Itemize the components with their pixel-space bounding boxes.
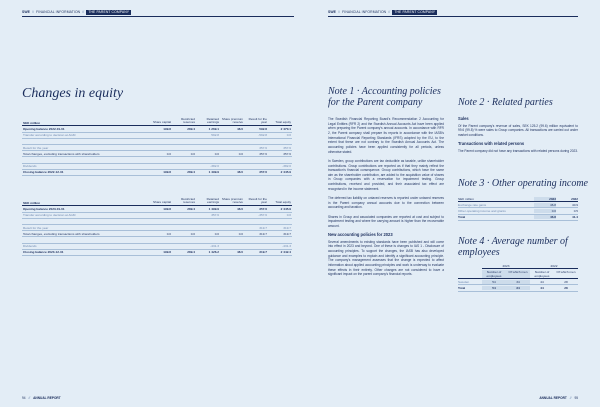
row-value: 357.6: [259, 145, 267, 150]
footer-left-sep: //: [28, 396, 31, 400]
row-value: -382.0: [210, 164, 219, 169]
row-value: 357.6: [283, 151, 291, 156]
row-label: Total changes, excluding transactions with shareholders: [23, 231, 100, 236]
footer-left-page: 94: [22, 396, 26, 400]
note4-table: [458, 264, 578, 292]
row-value: 357.6: [259, 151, 267, 156]
row-value: [148, 143, 172, 144]
row-value: 319.7: [283, 225, 291, 230]
equity-title: Changes in equity: [22, 86, 124, 101]
col-total-equity: Total equity: [275, 200, 291, 205]
row-value: [172, 229, 196, 230]
header-left-sep-1: //: [32, 10, 35, 14]
row-value: 0.0: [166, 151, 171, 156]
row-value: 1 426.2: [208, 250, 219, 255]
note4-cell: 34: [506, 280, 530, 284]
row-value: [220, 248, 244, 249]
note1-title: Note 1 · Accounting policies for the Parent company: [328, 86, 441, 108]
row-value: 289.4: [187, 250, 195, 255]
note4-subheader-row: [458, 269, 578, 279]
note3-total-2023: 46.8: [534, 215, 556, 219]
note4-year-2022: 2022: [530, 264, 578, 269]
row-value: [172, 217, 196, 218]
row-value: 199.8: [163, 170, 171, 175]
footer-right-sep: //: [569, 396, 572, 400]
row-value: 289.4: [187, 126, 195, 131]
col-restricted-reserves: Restricted reserves: [181, 116, 195, 125]
row-value: [148, 137, 172, 138]
row-value: [196, 143, 220, 144]
note3-row-label: Exchange rate gains: [458, 202, 487, 207]
col-share-capital: Share capital: [152, 200, 171, 205]
header-right-sep-2: //: [388, 10, 391, 14]
row-value: [268, 241, 292, 242]
row-value: [148, 223, 172, 224]
row-value: 48.0: [236, 126, 243, 131]
note3-total-label: Total: [458, 215, 466, 220]
row-value: 0.0: [214, 151, 219, 156]
table-row: [22, 250, 292, 256]
note4-cell: 54: [482, 280, 506, 284]
equity-table-header: [22, 197, 292, 206]
row-value: [220, 143, 244, 144]
row-value: [244, 241, 268, 242]
row-value: [244, 161, 268, 162]
row-value: 0.0: [238, 151, 243, 156]
row-label: Result for the year: [23, 225, 49, 230]
row-value: 289.4: [187, 206, 195, 211]
note3-row-2023: 0.0: [534, 209, 556, 213]
row-value: [148, 217, 172, 218]
header-right-label: FINANCIAL INFORMATION: [342, 10, 387, 14]
row-value: 357.6: [259, 170, 267, 175]
note4-row-label: Sweden: [458, 279, 470, 284]
row-value: 2 470.1: [280, 126, 291, 131]
row-label: Opening balance 2022-01-01: [23, 126, 65, 131]
note3-total-row: [458, 215, 578, 221]
footer-left: [22, 396, 61, 400]
row-value: 592.8: [211, 133, 219, 138]
row-value: [172, 248, 196, 249]
row-label: Dividends: [23, 164, 37, 169]
row-value: [172, 168, 196, 169]
row-value: 0.0: [166, 231, 171, 236]
note3-row-2023: 46.8: [534, 203, 556, 207]
equity-table-2022: [22, 117, 292, 176]
header-left-sep-2: //: [82, 10, 85, 14]
row-value: [220, 223, 244, 224]
note4-year-row: [458, 264, 578, 269]
note1-paragraph: Shares in Group and associated companies are reported at cost and subject to impairment testing and where the carrying amount is higher than the recoverable amount.: [328, 214, 444, 228]
row-label: Transfer according to decision at AGM: [23, 213, 76, 218]
row-value: 0.0: [190, 151, 195, 156]
row-value: [172, 137, 196, 138]
row-value: -431.3: [210, 244, 219, 249]
row-label: [22, 237, 148, 242]
header-left: [22, 9, 131, 15]
col-total-equity: Total equity: [275, 120, 291, 125]
note1-paragraph: The Swedish Financial Reporting Board's Recommendation 2 Accounting for Legal Entities (RFR 2) and the Swedish Annual Accounts Act have been applied when preparing the Parent company's annual accounts. In accordance with RFR 2, the Parent company shall prepare its reports in accordance with the IASB's International Financial Reporting Standards (IFRS) adopted by the EU, to the extent that these are not contrary to the Swedish Annual Accounts Act. The accounting policies have been applied consistently for all periods, unless otherwise stated.: [328, 117, 444, 154]
row-value: [220, 168, 244, 169]
header-left-highlight: THE PARENT COMPANY: [88, 10, 130, 14]
row-value: [196, 149, 220, 150]
row-value: [220, 137, 244, 138]
row-value: [196, 229, 220, 230]
note4-row-label: Total: [458, 285, 466, 290]
note4-cell: 44: [540, 285, 544, 290]
header-right-section: SWE: [328, 10, 337, 14]
row-value: 199.8: [163, 250, 171, 255]
footer-right-title: ANNUAL REPORT: [539, 396, 567, 400]
row-value: [148, 168, 172, 169]
note4-col-employees-2022: Number of employees: [534, 269, 550, 278]
row-value: [148, 248, 172, 249]
row-value: 0.0: [238, 231, 243, 236]
row-value: 2 445.9: [280, 170, 291, 175]
row-value: [220, 241, 244, 242]
row-label: [22, 219, 148, 224]
row-label: Dividends: [23, 244, 37, 249]
row-value: 48.0: [236, 170, 243, 175]
note4-col-men-2023: Of which men: [506, 270, 530, 278]
note3-year-2023: 2023: [534, 197, 556, 201]
row-label: Total changes, excluding transactions with shareholders: [23, 151, 100, 156]
row-value: 199.8: [163, 206, 171, 211]
row-value: [220, 149, 244, 150]
row-value: 2 442.4: [280, 250, 291, 255]
row-value: [244, 248, 268, 249]
note4-col-men-2022: Of which men: [556, 269, 576, 274]
equity-unit-label: SEK million: [23, 200, 41, 205]
equity-table-header: [22, 117, 292, 126]
row-value: 319.7: [283, 231, 291, 236]
row-value: -357.6: [258, 213, 267, 218]
note1-paragraph: In Sweden, group contributions are tax deductible as taxable, unlike shareholder contributions. Group contributions are reported as if that they mainly reflect the transaction's financial consequence. Group contributions, which have the same aim as the shareholder contribution, are added to the acquisition value of shares in Group companies with a reservation for impairment testing. Group contributions, received and provided, and their associated tax effect are recognised in the income statement.: [328, 158, 444, 191]
row-value: [244, 143, 268, 144]
row-label: [22, 157, 148, 162]
header-right: [328, 9, 437, 15]
note2-title: Note 2 · Related parties: [458, 97, 553, 108]
row-value: [268, 161, 292, 162]
row-value: 1 499.9: [208, 206, 219, 211]
note4-title: Note 4 · Average number of employees: [458, 236, 568, 258]
row-value: [172, 161, 196, 162]
row-value: 319.7: [259, 225, 267, 230]
table-row: [458, 285, 578, 291]
note1-body: [328, 117, 444, 282]
header-left-rule: [22, 16, 294, 17]
row-value: [220, 161, 244, 162]
row-value: 592.8: [259, 126, 267, 131]
note4-year-2023: 2023: [482, 264, 530, 269]
row-value: 48.0: [236, 206, 243, 211]
row-value: 0.0: [286, 213, 291, 218]
row-value: 289.4: [187, 170, 195, 175]
note3-row-2022: 40.9: [571, 202, 578, 207]
row-value: 357.6: [283, 145, 291, 150]
footer-right-page: 95: [574, 396, 578, 400]
row-value: [148, 241, 172, 242]
row-value: 2 445.9: [280, 206, 291, 211]
footer-left-title: ANNUAL REPORT: [33, 396, 61, 400]
note3-total-2022: 41.4: [571, 215, 578, 220]
note2-sales-heading: Sales: [458, 116, 469, 121]
col-retained-earnings: Retained earnings: [206, 196, 219, 205]
row-value: 319.7: [259, 250, 267, 255]
row-value: [268, 143, 292, 144]
header-right-rule: [328, 16, 578, 17]
note2-sales-text: Of the Parent company's revenue of sales, SEK 125.2 (99.6) million equivalent to 99.6 (99.8) % were sales to Group companies. All transactions are carried out under market conditions.: [458, 123, 578, 137]
row-value: [268, 223, 292, 224]
note3-unit: SEK million: [458, 196, 474, 201]
note1-subheading: New accounting policies for 2023: [328, 232, 393, 238]
note3-year-2022: 2022: [571, 196, 578, 201]
note2-body: [458, 117, 578, 158]
equity-unit-label: SEK million: [23, 120, 41, 125]
note4-cell: 44: [540, 279, 544, 284]
row-value: 1 269.1: [208, 126, 219, 131]
row-value: [172, 143, 196, 144]
row-value: 1 499.9: [208, 170, 219, 175]
col-share-capital: Share capital: [152, 120, 171, 125]
col-retained-earnings: Retained earnings: [206, 116, 219, 125]
row-value: 0.0: [214, 231, 219, 236]
row-value: [148, 229, 172, 230]
note2-tx-heading: Transactions with related persons: [458, 141, 525, 147]
note1-paragraph: The deferred tax liability on untaxed reserves is reported under untaxed reserves in the Parent company annual accounts due to the connection between accounting and taxation.: [328, 196, 444, 210]
row-value: [220, 217, 244, 218]
row-value: 0.0: [286, 133, 291, 138]
col-share-premium: Share premium reserve: [221, 116, 243, 125]
row-value: [172, 223, 196, 224]
table-row: [22, 170, 292, 176]
note4-cell: 28: [564, 279, 568, 284]
note3-title: Note 3 · Other operating income: [458, 178, 588, 189]
note4-cell: 34: [506, 286, 530, 290]
row-value: [196, 223, 220, 224]
row-value: [244, 168, 268, 169]
row-label: [22, 139, 148, 144]
row-value: 357.6: [211, 213, 219, 218]
row-value: 48.0: [236, 250, 243, 255]
col-restricted-reserves: Restricted reserves: [181, 196, 195, 205]
col-result-year: Result for the year: [248, 116, 267, 125]
note3-table: [458, 196, 578, 221]
header-left-label: FINANCIAL INFORMATION: [36, 10, 81, 14]
note4-col-employees-2023: Number of employees: [482, 270, 506, 278]
row-label: Opening balance 2023-01-01: [23, 206, 65, 211]
header-right-sep-1: //: [338, 10, 341, 14]
row-value: [220, 229, 244, 230]
note2-tx-text: The Parent company did not have any transactions with related persons during 2023.: [458, 148, 578, 153]
row-value: [172, 241, 196, 242]
col-share-premium: Share premium reserve: [221, 196, 243, 205]
header-right-highlight: THE PARENT COMPANY: [394, 10, 436, 14]
header-left-section: SWE: [22, 10, 31, 14]
note3-row-2022: 0.5: [573, 208, 578, 213]
note4-cell: 28: [564, 285, 568, 290]
col-result-year: Result for the year: [248, 196, 267, 205]
row-value: -431.3: [282, 244, 291, 249]
row-value: 357.6: [259, 206, 267, 211]
row-label: Transfer according to decision at AGM: [23, 133, 76, 138]
row-label: Result for the year: [23, 145, 49, 150]
row-value: [148, 161, 172, 162]
row-value: [172, 149, 196, 150]
row-value: [196, 161, 220, 162]
note1-paragraph: Several amendments to existing standards have been published and will come into effect in 2023 and beyond. One of these is changes to IAS 1 - Disclosure of accounting principles. To support the changes, the IASB has also developed guidance and examples to explain and identify a significant accounting principle. The company's management assesses that the change is expected to affect information about applied accounting principles and work is underway to evaluate these effects in their entirety. Other changes are not considered to have a significant impact on the parent company's financial reports.: [328, 239, 444, 277]
row-value: 319.7: [259, 231, 267, 236]
row-value: -592.8: [258, 133, 267, 138]
row-value: 0.0: [190, 231, 195, 236]
note4-cell: 54: [482, 286, 506, 290]
row-value: 199.8: [163, 126, 171, 131]
row-value: [244, 223, 268, 224]
row-value: -382.0: [282, 164, 291, 169]
row-value: [148, 149, 172, 150]
row-label: Closing balance 2022-12-31: [23, 170, 64, 175]
row-label: Closing balance 2023-12-31: [23, 250, 64, 255]
note3-row-label: Other operating income and grants: [458, 208, 506, 213]
equity-table-2023: [22, 197, 292, 256]
row-value: [196, 241, 220, 242]
footer-right: [539, 396, 578, 400]
